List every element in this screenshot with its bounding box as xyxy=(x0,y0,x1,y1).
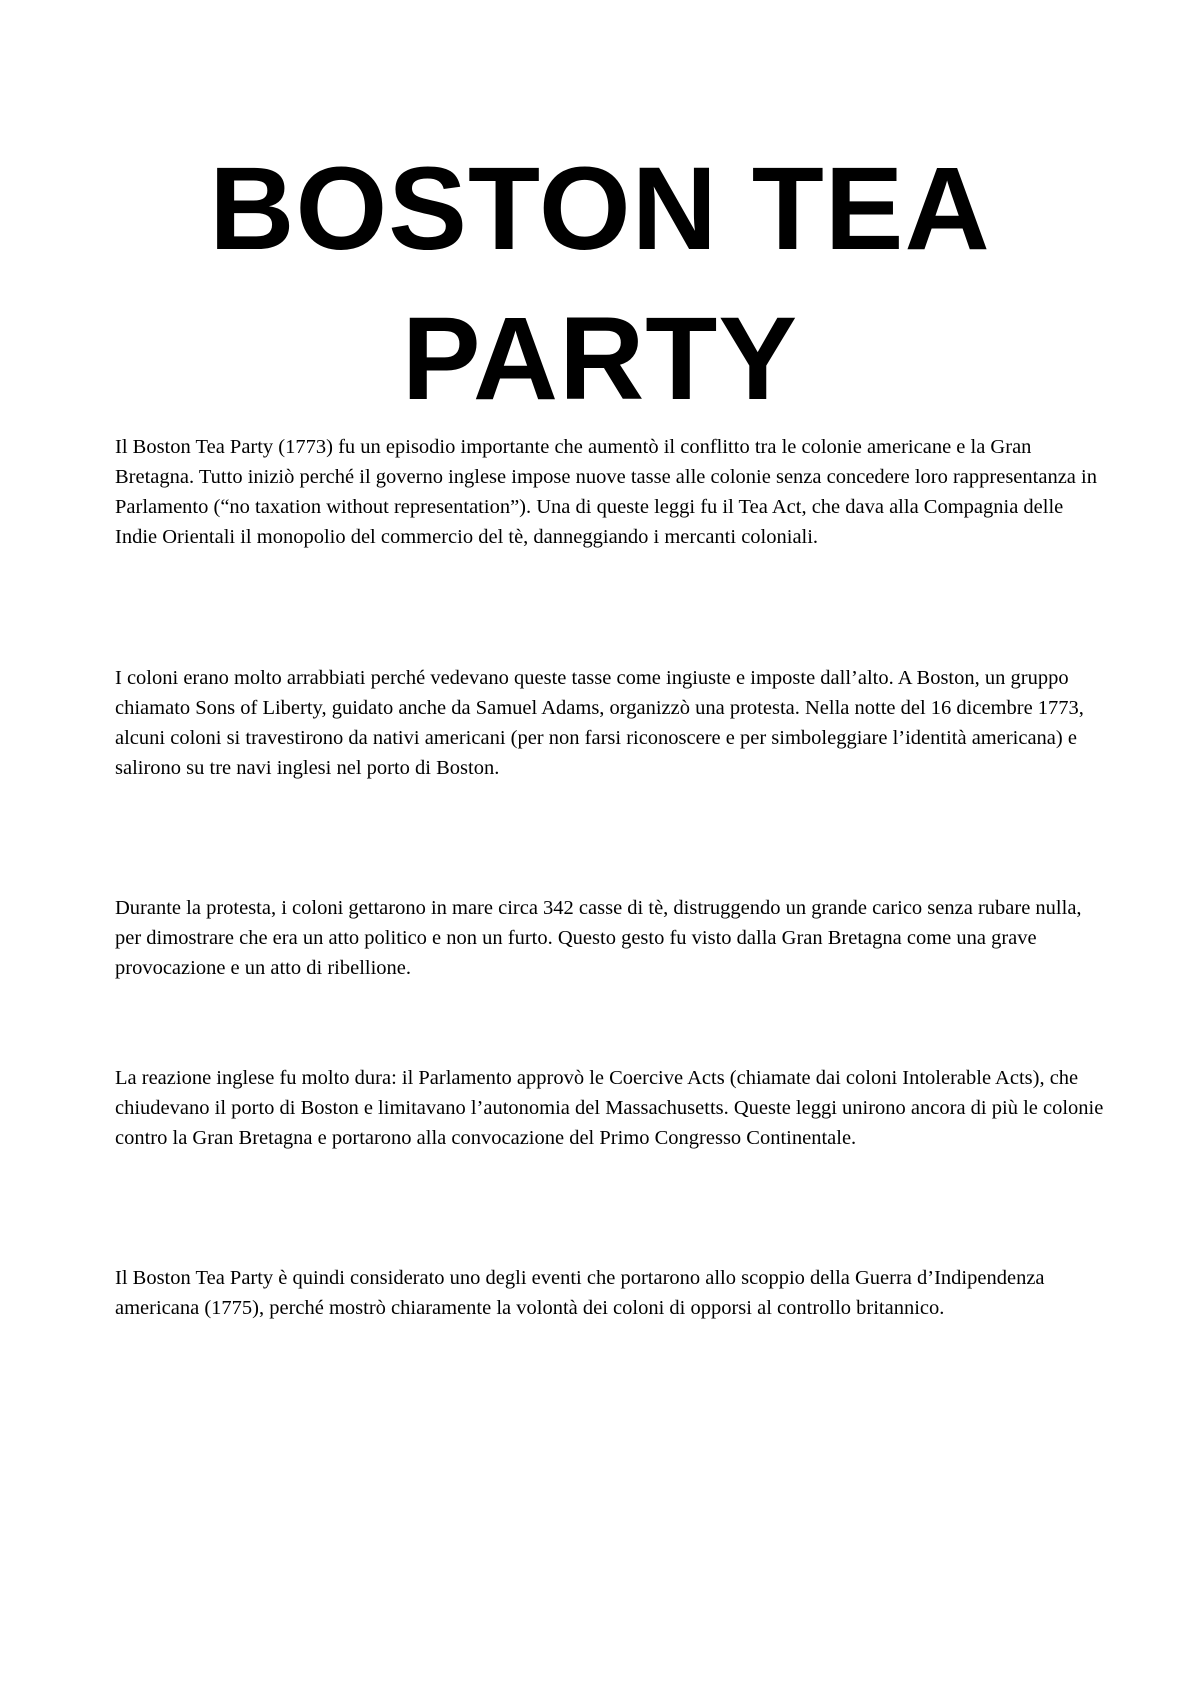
title-line-2: PARTY xyxy=(401,293,799,425)
title-line-1: BOSTON TEA xyxy=(209,143,991,275)
paragraph-introduction: Il Boston Tea Party (1773) fu un episodio importante che aumentò il conflitto tra le colonie americane e la Gran Bretagna. Tutto iniziò perché il governo inglese impose nuove tasse alle colonie senza concedere loro rappresentanza in Parlamento (“no taxation without representation”). Una di queste leggi fu il Tea Act, che dava alla Compagnia delle Indie Orientali il monopolio del commercio del tè, danneggiando i mercanti coloniali. xyxy=(115,436,1097,548)
document-title xyxy=(0,134,1200,434)
paragraph-conclusion: Il Boston Tea Party è quindi considerato uno degli eventi che portarono allo scoppio della Guerra d’Indipendenza americana (1775), perché mostrò chiaramente la volontà dei coloni di opporsi al controllo britannico. xyxy=(115,1267,1045,1319)
paragraph-protest: I coloni erano molto arrabbiati perché vedevano queste tasse come ingiuste e imposte dall’alto. A Boston, un gruppo chiamato Sons of Liberty, guidato anche da Samuel Adams, organizzò una protesta. Nella notte del 16 dicembre 1773, alcuni coloni si travestirono da nativi americani (per non farsi riconoscere e per simboleggiare l’identità americana) e salirono su tre navi inglesi nel porto di Boston. xyxy=(115,667,1084,779)
paragraph-british-reaction: La reazione inglese fu molto dura: il Parlamento approvò le Coercive Acts (chiamate dai coloni Intolerable Acts), che chiudevano il porto di Boston e limitavano l’autonomia del Massachusetts. Queste leggi unirono ancora di più le colonie contro la Gran Bretagna e portarono alla convocazione del Primo Congresso Continentale. xyxy=(115,1067,1104,1149)
paragraph-tea-dumping: Durante la protesta, i coloni gettarono in mare circa 342 casse di tè, distruggendo un grande carico senza rubare nulla, per dimostrare che era un atto politico e non un furto. Questo gesto fu visto dalla Gran Bretagna come una grave provocazione e un atto di ribellione. xyxy=(115,897,1082,979)
